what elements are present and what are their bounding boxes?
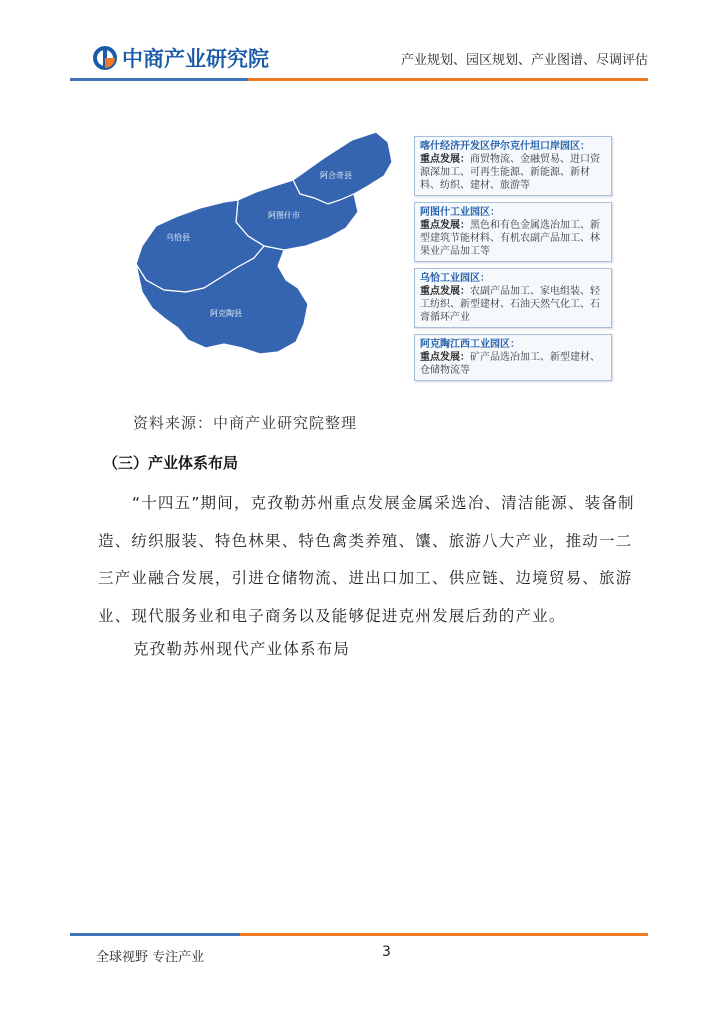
footer-divider-orange (240, 933, 648, 936)
legend-item (414, 334, 612, 381)
footer-slogan: 全球视野 专注产业 (96, 950, 205, 965)
legend-item-text: 矿产品选冶加工、新型建材、仓储物流等 (420, 352, 600, 376)
logo (92, 44, 269, 72)
header-tagline: 产业规划、园区规划、产业图谱、尽调评估 (400, 53, 648, 68)
legend-item (414, 202, 612, 262)
legend-item-key: 重点发展： (420, 286, 470, 297)
legend-item-key: 重点发展： (420, 220, 470, 231)
region-figure (128, 128, 618, 393)
legend-item-text: 黑色和有色金属选冶加工、新型建筑节能材料、有机农副产品加工、林果业产品加工等 (420, 220, 600, 257)
header-divider-orange (248, 78, 648, 81)
page-number: 3 (382, 944, 391, 960)
logo-text: 中商产业研究院 (122, 47, 269, 71)
map-label-wuqia: 乌恰县 (166, 233, 190, 242)
legend-item-text: 农副产品加工、家电组装、轻工纺织、新型建材、石油天然气化工、石膏循环产业 (420, 286, 600, 323)
figure-source: 资料来源：中商产业研究院整理 (133, 414, 358, 432)
legend-item-body (420, 153, 606, 192)
legend-item (414, 136, 612, 196)
legend-item-title: 喀什经济开发区伊尔克什坦口岸园区： (420, 141, 590, 152)
logo-icon (92, 45, 118, 71)
map-region-aheqi (293, 132, 392, 204)
legend-item-body (420, 351, 606, 377)
section-heading: （三）产业体系布局 (103, 454, 239, 472)
map-label-aheqi: 阿合奇县 (320, 171, 352, 180)
body-paragraph: “十四五”期间，克孜勒苏州重点发展金属采选冶、清洁能源、装备制造、纺织服装、特色林果、特色禽类养殖、馕、旅游八大产业，推动一二三产业融合发展，引进仓储物流、进出口加工、供应链、边境贸易、旅游业、现代服务业和电子商务以及能够促进克州发展后劲的产业。 (98, 494, 635, 625)
legend-item-title: 阿克陶江西工业园区： (420, 339, 520, 350)
legend-item-title: 阿图什工业园区： (420, 207, 500, 218)
park-legend (414, 136, 612, 387)
legend-item-key: 重点发展： (420, 154, 470, 165)
figure-caption: 克孜勒苏州现代产业体系布局 (133, 640, 351, 658)
map-label-aketao: 阿克陶县 (210, 309, 242, 318)
legend-item (414, 268, 612, 328)
legend-item-key: 重点发展： (420, 352, 470, 363)
region-map (128, 128, 408, 368)
legend-item-body (420, 285, 606, 324)
header-divider-blue (70, 78, 248, 81)
legend-item-text: 商贸物流、金融贸易、进口资源深加工、可再生能源、新能源、新材料、纺织、建材、旅游等 (420, 154, 600, 191)
legend-item-title: 乌恰工业园区： (420, 273, 490, 284)
footer-divider-blue (70, 933, 240, 936)
map-label-atushi: 阿图什市 (268, 211, 300, 220)
legend-item-body (420, 219, 606, 258)
